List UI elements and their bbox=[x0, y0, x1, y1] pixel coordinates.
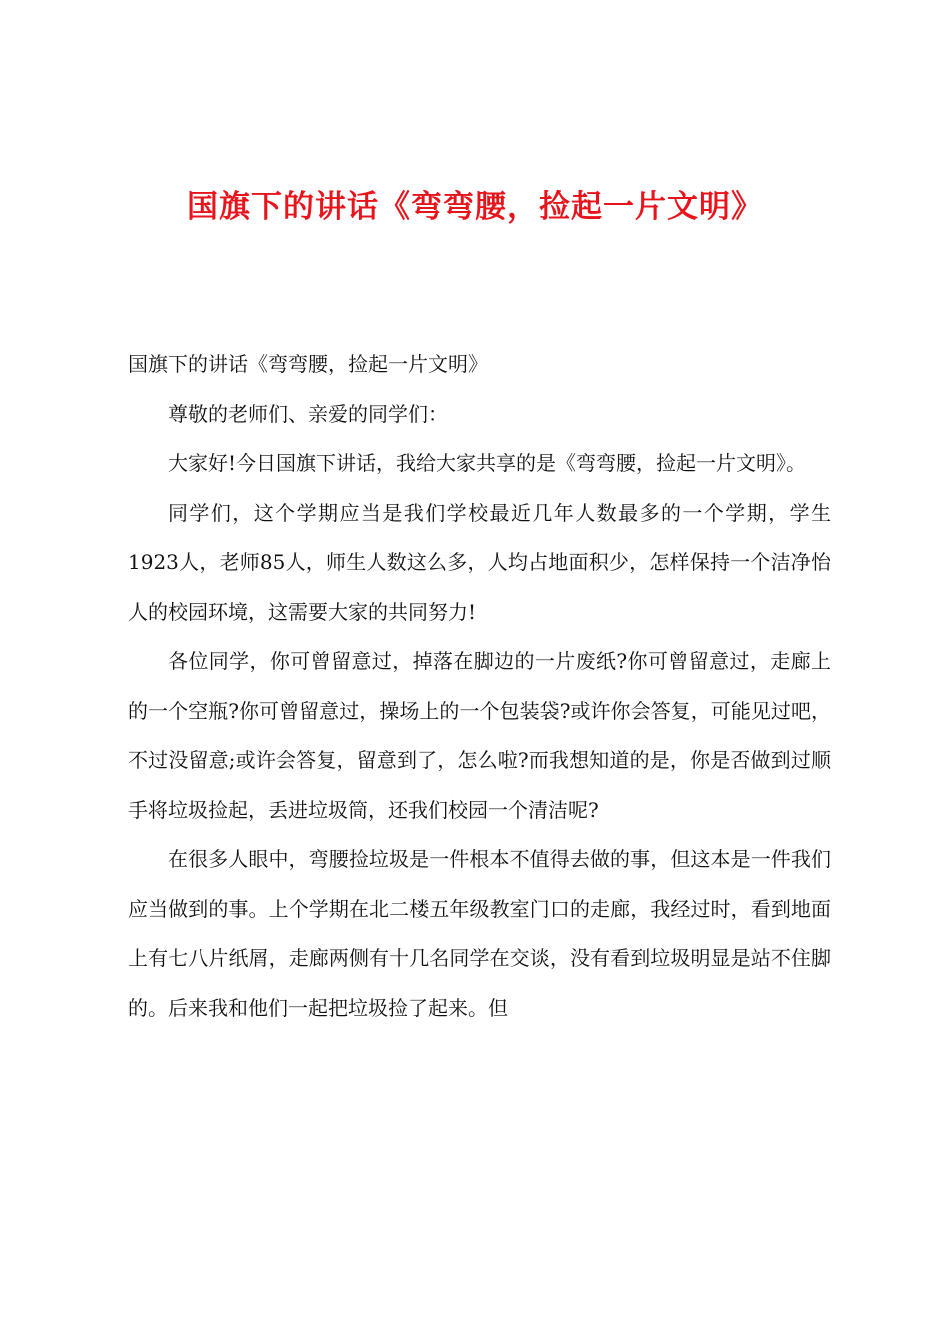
document-title: 国旗下的讲话《弯弯腰，捡起一片文明》 bbox=[187, 189, 763, 225]
body-paragraph: 各位同学，你可曾留意过，掉落在脚边的一片废纸?你可曾留意过，走廊上的一个空瓶?你可曾留意过，操场上的一个包装袋?或许你会答复，可能见过吧，不过没留意;或许会答复，留意到了，怎么啦?而我想知道的是，你是否做到过顺手将垃圾捡起，丢进垃圾筒，还我们校园一个清洁呢? bbox=[128, 649, 831, 822]
body-paragraph: 大家好!今日国旗下讲话，我给大家共享的是《弯弯腰，捡起一片文明》。 bbox=[168, 451, 807, 475]
subtitle-paragraph: 国旗下的讲话《弯弯腰，捡起一片文明》 bbox=[128, 352, 488, 376]
greeting-paragraph: 尊敬的老师们、亲爱的同学们： bbox=[168, 401, 448, 426]
body-paragraph: 同学们，这个学期应当是我们学校最近几年人数最多的一个学期，学生1923人，老师85人，师生人数这么多，人均占地面积少，怎样保持一个洁净怡人的校园环境，这需要大家的共同努力! bbox=[128, 500, 831, 624]
body-paragraph: 在很多人眼中，弯腰捡垃圾是一件根本不值得去做的事，但这本是一件我们应当做到的事。上个学期在北二楼五年级教室门口的走廊，我经过时，看到地面上有七八片纸屑，走廊两侧有十几名同学在交谈，没有看到垃圾明显是站不住脚的。后来我和他们一起把垃圾捡了起来。但 bbox=[128, 847, 831, 1020]
document-body bbox=[128, 340, 831, 1033]
